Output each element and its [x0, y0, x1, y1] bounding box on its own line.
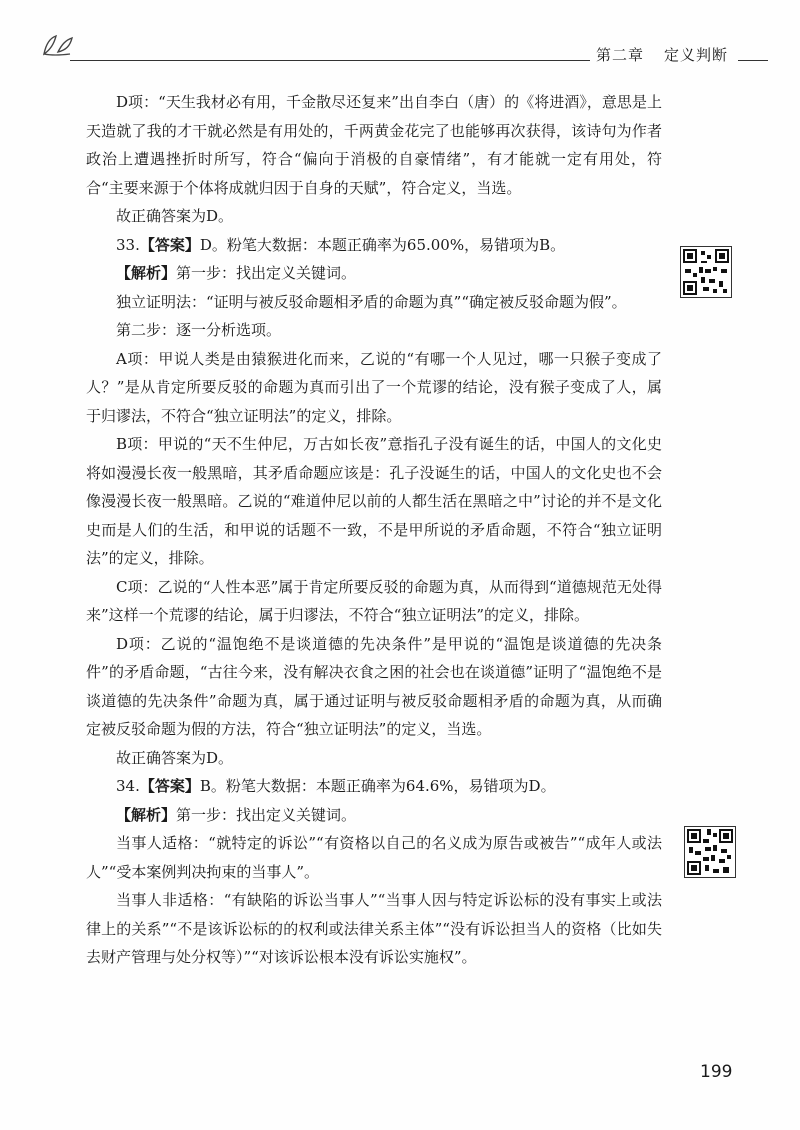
paragraph: 第二步：逐一分析选项。 [116, 321, 282, 339]
header-rule-right [738, 60, 768, 61]
analysis-tag: 【解析】 [116, 805, 177, 824]
analysis-tag: 【解析】 [116, 264, 177, 282]
question-34-analysis [86, 801, 662, 830]
option-d-analysis: D项：乙说的“温饱绝不是谈道德的先决条件”是甲说的“温饱是谈道德的先决条件”的矛盾命题，“古往今来，没有解决衣食之困的社会也在谈道德”证明了“温饱绝不是谈道德的先决条件”命题为真，属于通过证明与被反驳命题相矛盾的命题为真，从而确定被反驳命题为假的方法，符合“独立证明法”的定义，当选。 [86, 634, 662, 738]
question-33-analysis [86, 259, 662, 288]
option-c-analysis: C项：乙说的“人性本恶”属于肯定所要反驳的命题为真，从而得到“道德规范无处得来”这样一个荒谬的结论，属于归谬法，不符合“独立证明法”的定义，排除。 [86, 577, 662, 624]
answer-tag: 【答案】 [139, 235, 200, 254]
page-header [0, 0, 800, 80]
paragraph: 故正确答案为D。 [116, 748, 234, 767]
option-a-analysis: A项：甲说人类是由猿猴进化而来，乙说的“有哪一个人见过，哪一只猴子变成了人？”是从肯定所要反驳的命题为真而引出了一个荒谬的结论，没有猴子变成了人，属于归谬法，不符合“独立证明法”的定义，排除。 [86, 349, 662, 425]
leaf-icon [40, 30, 76, 58]
section-title: 定义判断 [664, 46, 729, 64]
paragraph: 故正确答案为D。 [116, 207, 234, 225]
analysis-step: 第一步：找出定义关键词。 [176, 264, 357, 282]
answer-text: B。粉笔大数据：本题正确率为64.6%，易错项为D。 [199, 777, 556, 795]
analysis-step: 第一步：找出定义关键词。 [176, 805, 357, 824]
paragraph: 独立证明法：“证明与被反驳命题相矛盾的命题为真”“确定被反驳命题为假”。 [116, 292, 627, 311]
page-number: 199 [700, 1062, 733, 1082]
answer-tag: 【答案】 [139, 777, 200, 795]
question-number: 34. [116, 777, 140, 795]
option-b-analysis: B项：甲说的“天不生仲尼，万古如长夜”意指孔子没有诞生的话，中国人的文化史将如漫漫长夜一般黑暗，其矛盾命题应该是：孔子没诞生的话，中国人的文化史也不会像漫漫长夜一般黑暗。乙说的“难道仲尼以前的人都生活在黑暗之中”讨论的并不是文化史而是人们的生活，和甲说的话题不一致，不是甲所说的矛盾命题，不符合“独立证明法”的定义，排除。 [86, 435, 662, 567]
paragraph: 当事人非适格：“有缺陷的诉讼当事人”“当事人因与特定诉讼标的没有事实上或法律上的关系”“不是该诉讼标的的权利或法律关系主体”“没有诉讼担当人的资格（比如失去财产管理与处分权等）”“对该诉讼根本没有诉讼实施权”。 [86, 891, 662, 966]
question-number: 33. [116, 235, 140, 254]
page-body [86, 88, 662, 972]
question-34-answer [86, 772, 662, 801]
answer-text: D。粉笔大数据：本题正确率为65.00%，易错项为B。 [199, 235, 566, 254]
chapter-title: 第二章 [596, 46, 645, 64]
paragraph: D项：“天生我材必有用，千金散尽还复来”出自李白（唐）的《将进酒》，意思是上天造就了我的才干就必然是有用处的，千两黄金花完了也能够再次获得，该诗句为作者政治上遭遇挫折时所写，符合“偏向于消极的自豪情绪”，有才能就一定有用处，符合“主要来源于个体将成就归因于自身的天赋”，符合定义，当选。 [86, 93, 662, 197]
header-rule-left [70, 60, 590, 61]
qr-code-icon[interactable] [680, 246, 732, 298]
question-33-answer [86, 231, 662, 260]
paragraph: 当事人适格：“就特定的诉讼”“有资格以自己的名义成为原告或被告”“成年人或法人”“受本案例判决拘束的当事人”。 [86, 834, 662, 881]
qr-code-icon[interactable] [684, 826, 736, 878]
